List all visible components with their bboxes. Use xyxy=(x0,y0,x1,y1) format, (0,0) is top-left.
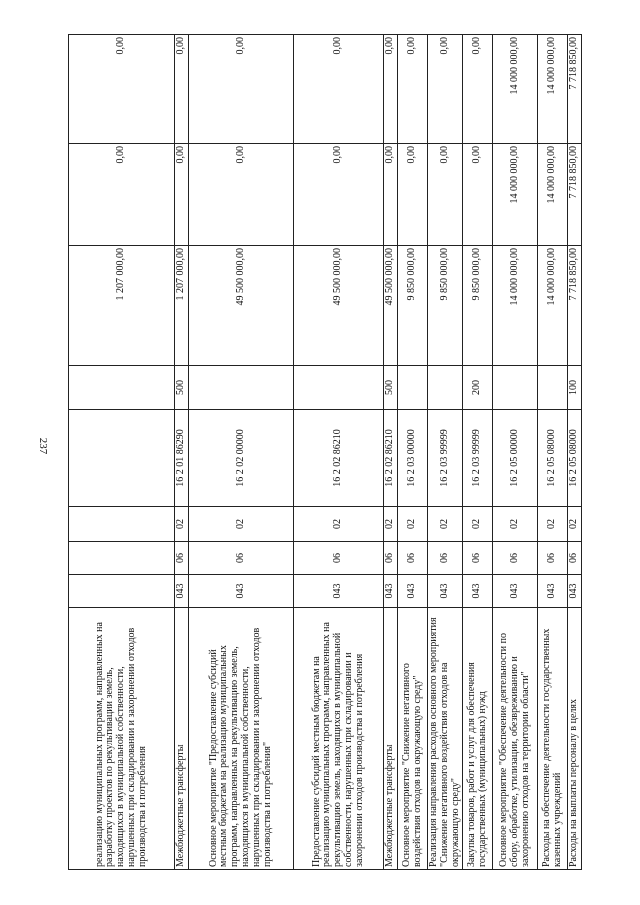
row-value-cell: 9 850 000,00 xyxy=(398,246,428,366)
row-value-cell xyxy=(493,366,538,410)
row-value-cell: 043 xyxy=(463,575,493,608)
row-value-cell: 0,00 xyxy=(463,35,493,144)
row-value-cell: 16 2 05 08000 xyxy=(568,410,582,507)
row-value-cell: 02 xyxy=(294,507,384,542)
row-value-cell: 14 000 000,00 xyxy=(493,35,538,144)
row-value-cell: 043 xyxy=(384,575,398,608)
row-value-cell: 06 xyxy=(428,542,463,575)
row-value-cell: 9 850 000,00 xyxy=(463,246,493,366)
row-value-cell: 49 500 000,00 xyxy=(189,246,294,366)
row-value-cell: 02 xyxy=(175,507,189,542)
table-row xyxy=(428,35,463,870)
row-value-cell: 7 718 850,00 xyxy=(568,144,582,246)
row-value-cell xyxy=(538,366,568,410)
row-value-cell: 14 000 000,00 xyxy=(538,246,568,366)
row-value-cell: 043 xyxy=(294,575,384,608)
row-name-cell: Основное мероприятие "Снижение негативного воздействия отходов на окружающую среду" xyxy=(398,608,428,870)
table-body xyxy=(69,35,582,870)
budget-table xyxy=(68,34,582,870)
table-row xyxy=(463,35,493,870)
row-value-cell xyxy=(69,410,175,507)
row-value-cell: 06 xyxy=(175,542,189,575)
row-value-cell: 02 xyxy=(384,507,398,542)
row-value-cell: 043 xyxy=(189,575,294,608)
row-value-cell: 1 207 000,00 xyxy=(175,246,189,366)
row-value-cell: 0,00 xyxy=(189,144,294,246)
row-value-cell: 043 xyxy=(175,575,189,608)
row-value-cell xyxy=(69,507,175,542)
row-value-cell: 0,00 xyxy=(384,144,398,246)
row-value-cell: 0,00 xyxy=(175,144,189,246)
row-value-cell: 043 xyxy=(538,575,568,608)
row-value-cell: 49 500 000,00 xyxy=(384,246,398,366)
row-value-cell: 02 xyxy=(463,507,493,542)
row-value-cell: 16 2 02 86210 xyxy=(294,410,384,507)
row-value-cell: 14 000 000,00 xyxy=(538,35,568,144)
row-value-cell: 02 xyxy=(568,507,582,542)
row-name-cell: Межбюджетные трансферты xyxy=(384,608,398,870)
table-row xyxy=(189,35,294,870)
row-value-cell: 043 xyxy=(398,575,428,608)
row-value-cell: 16 2 03 99999 xyxy=(428,410,463,507)
row-value-cell: 0,00 xyxy=(428,144,463,246)
row-value-cell: 7 718 850,00 xyxy=(568,35,582,144)
row-value-cell xyxy=(69,366,175,410)
row-value-cell: 043 xyxy=(568,575,582,608)
row-name-cell: Основное мероприятие "Обеспечение деятельности по сбору, обработке, утилизации, обезвреживанию и захоронению отходов на территории области" xyxy=(493,608,538,870)
row-value-cell: 16 2 02 00000 xyxy=(189,410,294,507)
row-name-cell: Предоставление субсидий местным бюджетам на реализацию муниципальных программ, направленных на рекультивацию земель, находящихся в муниципальной собственности, нарушенных при складировании и захоронении отходов производства и потребления xyxy=(294,608,384,870)
row-value-cell: 06 xyxy=(384,542,398,575)
row-value-cell: 02 xyxy=(189,507,294,542)
row-value-cell: 500 xyxy=(175,366,189,410)
row-value-cell: 7 718 850,00 xyxy=(568,246,582,366)
row-value-cell: 0,00 xyxy=(398,35,428,144)
row-value-cell: 0,00 xyxy=(428,35,463,144)
row-value-cell: 02 xyxy=(493,507,538,542)
row-value-cell xyxy=(294,366,384,410)
table-row xyxy=(398,35,428,870)
row-value-cell: 06 xyxy=(398,542,428,575)
row-value-cell: 0,00 xyxy=(69,35,175,144)
table-row xyxy=(175,35,189,870)
row-value-cell xyxy=(69,542,175,575)
table-row xyxy=(384,35,398,870)
row-value-cell: 0,00 xyxy=(69,144,175,246)
row-name-cell: Закупка товаров, работ и услуг для обеспечения государственных (муниципальных) нужд xyxy=(463,608,493,870)
row-value-cell: 0,00 xyxy=(294,35,384,144)
row-value-cell: 14 000 000,00 xyxy=(538,144,568,246)
row-value-cell: 02 xyxy=(428,507,463,542)
row-value-cell: 0,00 xyxy=(294,144,384,246)
row-value-cell: 043 xyxy=(428,575,463,608)
row-name-cell: Расходы на обеспечение деятельности государственных казенных учреждений xyxy=(538,608,568,870)
row-name-cell: Расходы на выплаты персоналу в целях xyxy=(568,608,582,870)
row-name-cell: Основное мероприятие "Предоставление субсидий местным бюджетам на реализацию муниципальных программ, направленных на рекультивацию земель, находящихся в муниципальной собственности, нарушенных при складировании и захоронении отходов производства и потребления" xyxy=(189,608,294,870)
row-value-cell: 16 2 02 86210 xyxy=(384,410,398,507)
row-value-cell: 9 850 000,00 xyxy=(428,246,463,366)
row-value-cell: 02 xyxy=(398,507,428,542)
row-value-cell: 06 xyxy=(493,542,538,575)
table-row xyxy=(69,35,175,870)
table-row xyxy=(294,35,384,870)
row-value-cell: 14 000 000,00 xyxy=(493,246,538,366)
row-name-cell: реализацию муниципальных программ, направленных на разработку проектов по рекультивации земель, находящихся в муниципальной собственности, нарушенных при складировании и захоронении отходов производства и потребления xyxy=(69,608,175,870)
row-value-cell xyxy=(428,366,463,410)
rotated-table-wrapper xyxy=(68,35,580,870)
row-value-cell xyxy=(69,575,175,608)
row-value-cell: 0,00 xyxy=(175,35,189,144)
row-value-cell: 1 207 000,00 xyxy=(69,246,175,366)
row-value-cell xyxy=(398,366,428,410)
row-value-cell: 06 xyxy=(568,542,582,575)
row-value-cell xyxy=(189,366,294,410)
row-value-cell: 0,00 xyxy=(189,35,294,144)
row-value-cell: 500 xyxy=(384,366,398,410)
row-value-cell: 200 xyxy=(463,366,493,410)
row-value-cell: 0,00 xyxy=(398,144,428,246)
row-value-cell: 043 xyxy=(493,575,538,608)
page-number: 237 xyxy=(37,437,49,455)
table-row xyxy=(493,35,538,870)
row-name-cell: Межбюджетные трансферты xyxy=(175,608,189,870)
row-value-cell: 14 000 000,00 xyxy=(493,144,538,246)
row-value-cell: 0,00 xyxy=(384,35,398,144)
row-value-cell: 06 xyxy=(294,542,384,575)
row-value-cell: 49 500 000,00 xyxy=(294,246,384,366)
table-row xyxy=(538,35,568,870)
row-value-cell: 16 2 01 86290 xyxy=(175,410,189,507)
row-value-cell: 16 2 05 00000 xyxy=(493,410,538,507)
row-value-cell: 16 2 03 99999 xyxy=(463,410,493,507)
row-value-cell: 06 xyxy=(463,542,493,575)
row-value-cell: 06 xyxy=(189,542,294,575)
row-value-cell: 0,00 xyxy=(463,144,493,246)
row-value-cell: 100 xyxy=(568,366,582,410)
row-value-cell: 16 2 03 00000 xyxy=(398,410,428,507)
row-value-cell: 02 xyxy=(538,507,568,542)
row-name-cell: Реализация направления расходов основного мероприятия "Снижение негативного воздействия отходов на окружающую среду" xyxy=(428,608,463,870)
row-value-cell: 16 2 05 08000 xyxy=(538,410,568,507)
row-value-cell: 06 xyxy=(538,542,568,575)
table-row xyxy=(568,35,582,870)
